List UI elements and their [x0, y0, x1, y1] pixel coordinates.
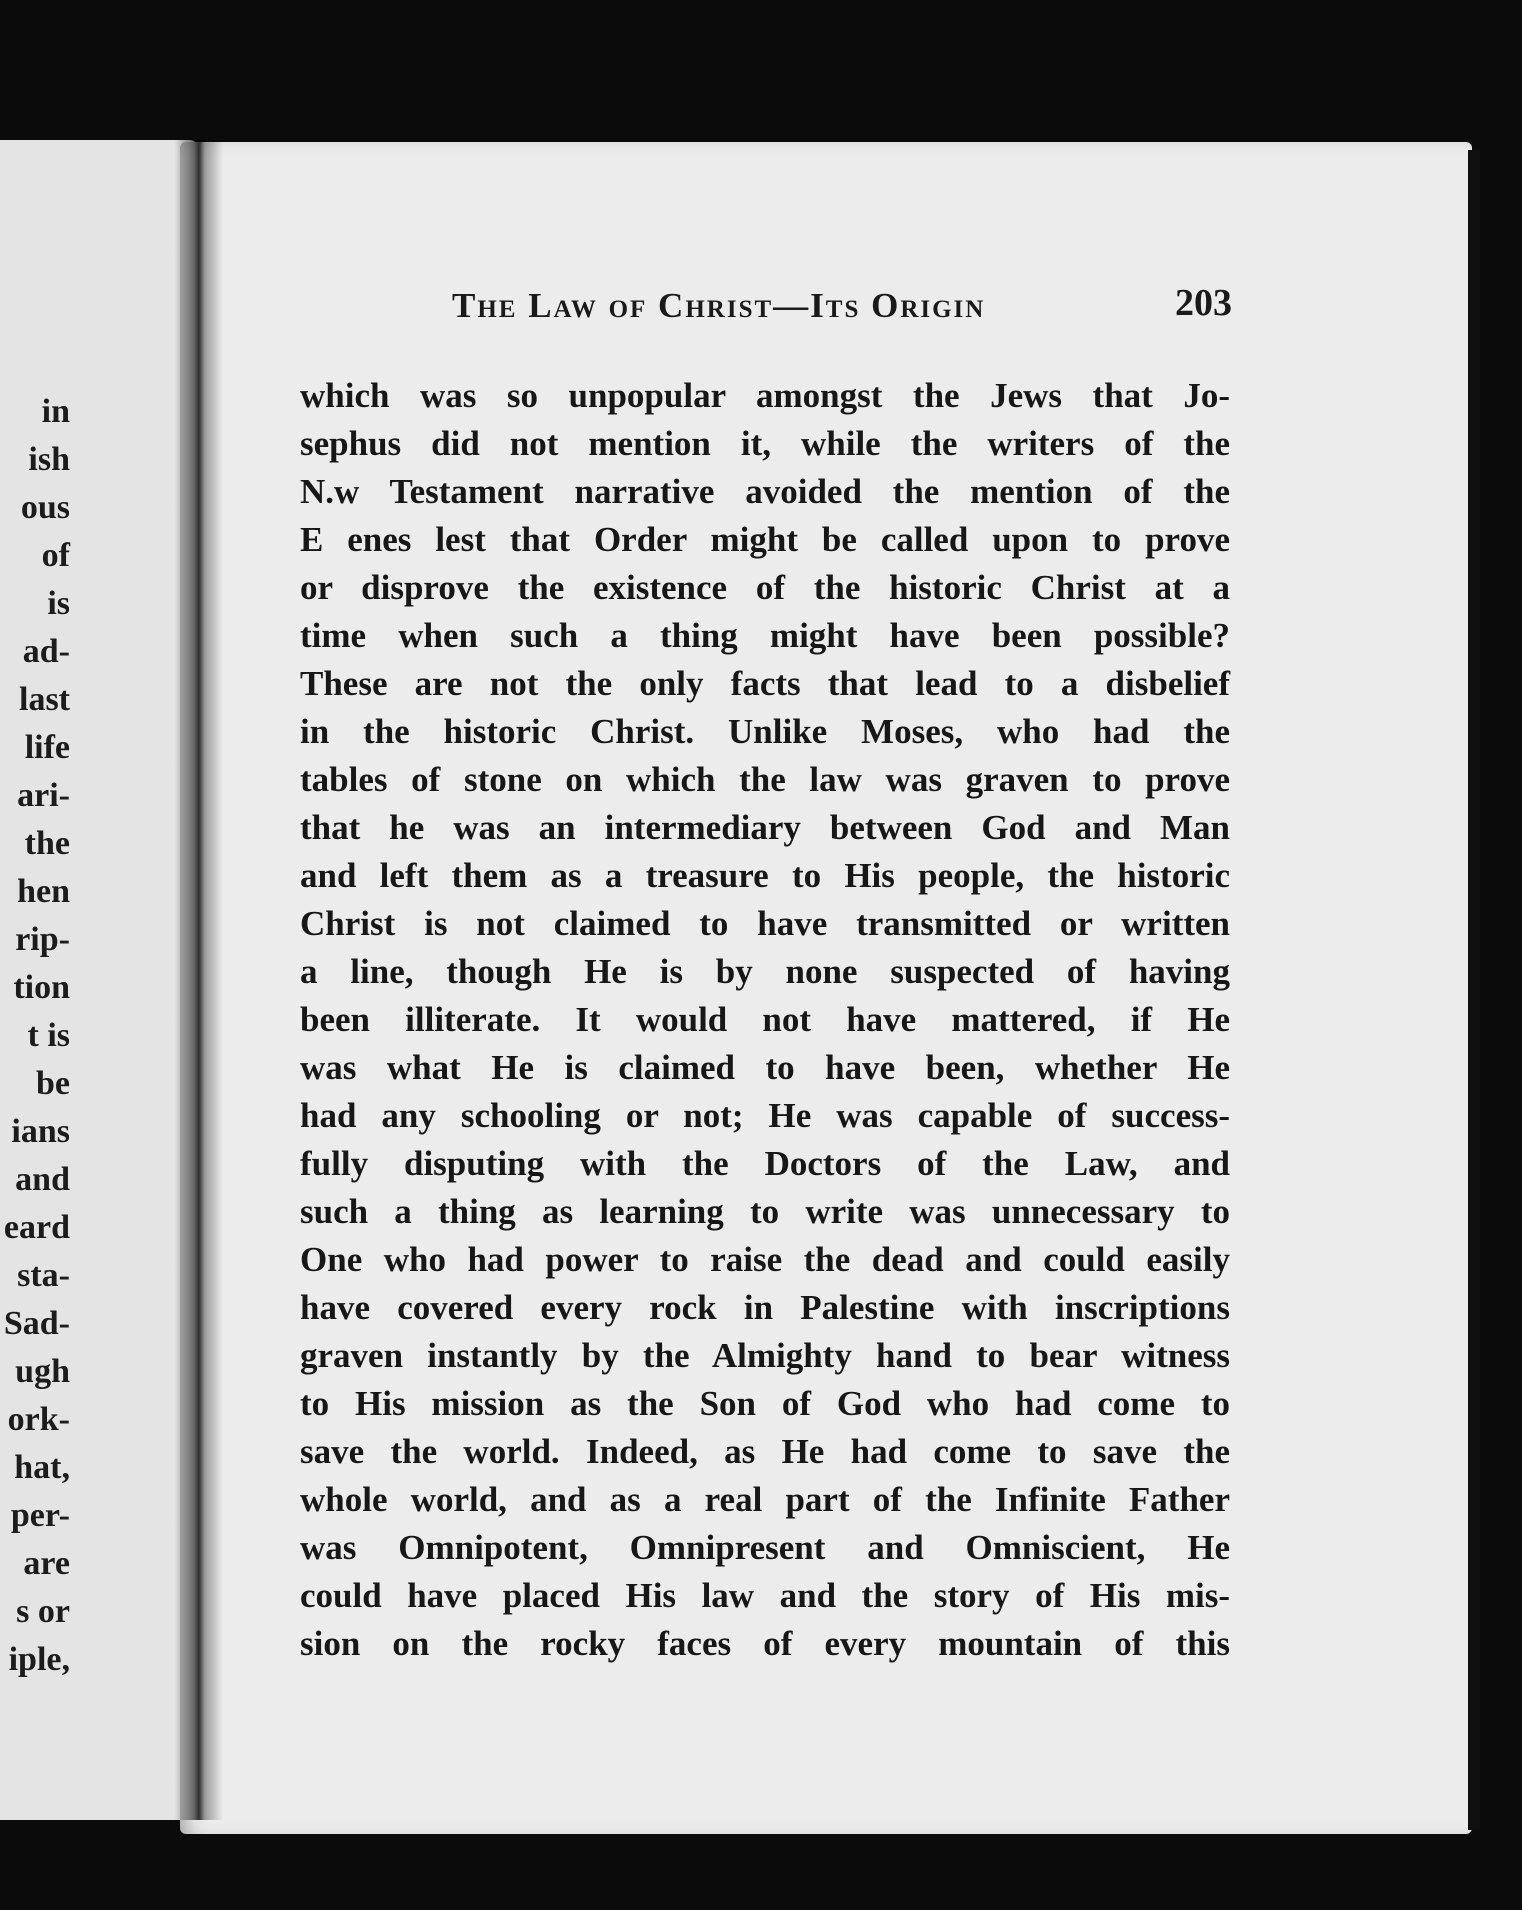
- left-page-fragment: is: [47, 585, 70, 622]
- text-line: time when such a thing might have been possible?: [300, 616, 1230, 655]
- body-text: [300, 372, 1230, 1668]
- left-page-fragment: ugh: [15, 1353, 70, 1390]
- text-line: and left them as a treasure to His people, the historic: [300, 856, 1230, 895]
- running-head-text: The Law of Christ—Its Origin: [452, 286, 986, 325]
- page-number: 203: [1175, 282, 1232, 324]
- left-page-fragment: life: [24, 729, 70, 766]
- text-line: that he was an intermediary between God and Man: [300, 808, 1230, 847]
- left-page-fragment: ad-: [22, 633, 70, 670]
- text-line: tables of stone on which the law was graven to prove: [300, 760, 1230, 799]
- left-page-fragment: hen: [17, 873, 70, 910]
- left-page-fragment: be: [36, 1065, 70, 1102]
- text-line: One who had power to raise the dead and could easily: [300, 1240, 1230, 1279]
- left-page: [0, 140, 198, 1820]
- left-page-fragment: iple,: [8, 1641, 70, 1678]
- text-line: or disprove the existence of the historic Christ at a: [300, 568, 1230, 607]
- text-line: fully disputing with the Doctors of the Law, and: [300, 1144, 1230, 1183]
- left-page-fragment: sta-: [17, 1257, 70, 1294]
- text-line: sephus did not mention it, while the writers of the: [300, 424, 1230, 463]
- left-page-fragment: and: [15, 1161, 70, 1198]
- text-line: in the historic Christ. Unlike Moses, who had the: [300, 712, 1230, 751]
- left-page-fragment: hat,: [14, 1449, 70, 1486]
- left-page-fragment: eard: [3, 1209, 70, 1246]
- left-page-fragment: per-: [10, 1497, 70, 1534]
- left-page-fragment: ians: [11, 1113, 70, 1150]
- left-page-fragment: t is: [27, 1017, 70, 1054]
- left-page-fragment: of: [41, 537, 70, 574]
- running-head: [452, 286, 1232, 342]
- text-line: sion on the rocky faces of every mountain of this: [300, 1624, 1230, 1663]
- left-page-fragment: the: [24, 825, 70, 862]
- left-page-fragment: in: [41, 393, 70, 430]
- left-page-fragment: tion: [13, 969, 70, 1006]
- text-line: which was so unpopular amongst the Jews that Jo-: [300, 376, 1230, 415]
- left-page-fragment: s or: [16, 1593, 70, 1630]
- left-page-fragment: ork-: [7, 1401, 70, 1438]
- text-line: N.w Testament narrative avoided the mention of the: [300, 472, 1230, 511]
- text-line: have covered every rock in Palestine with inscriptions: [300, 1288, 1230, 1327]
- text-line: could have placed His law and the story of His mis-: [300, 1576, 1230, 1615]
- text-line: Christ is not claimed to have transmitted or written: [300, 904, 1230, 943]
- left-page-fragment: ous: [20, 489, 70, 526]
- page-edge-shadow: [1468, 150, 1480, 1830]
- text-line: such a thing as learning to write was unnecessary to: [300, 1192, 1230, 1231]
- text-line: save the world. Indeed, as He had come to save the: [300, 1432, 1230, 1471]
- left-page-fragment: ari-: [17, 777, 70, 814]
- text-line: been illiterate. It would not have mattered, if He: [300, 1000, 1230, 1039]
- text-line: to His mission as the Son of God who had come to: [300, 1384, 1230, 1423]
- text-line: was what He is claimed to have been, whether He: [300, 1048, 1230, 1087]
- text-line: E enes lest that Order might be called upon to prove: [300, 520, 1230, 559]
- text-line: graven instantly by the Almighty hand to bear witness: [300, 1336, 1230, 1375]
- book-gutter-shadow: [175, 140, 223, 1820]
- left-page-fragment: last: [19, 681, 70, 718]
- text-line: had any schooling or not; He was capable of success-: [300, 1096, 1230, 1135]
- text-line: was Omnipotent, Omnipresent and Omniscient, He: [300, 1528, 1230, 1567]
- text-line: whole world, and as a real part of the Infinite Father: [300, 1480, 1230, 1519]
- left-page-fragment: ish: [28, 441, 70, 478]
- left-page-fragment: are: [23, 1545, 70, 1582]
- left-page-fragment: Sad-: [3, 1305, 70, 1342]
- text-line: These are not the only facts that lead to a disbelief: [300, 664, 1230, 703]
- left-page-fragment: rip-: [15, 921, 70, 958]
- text-line: a line, though He is by none suspected of having: [300, 952, 1230, 991]
